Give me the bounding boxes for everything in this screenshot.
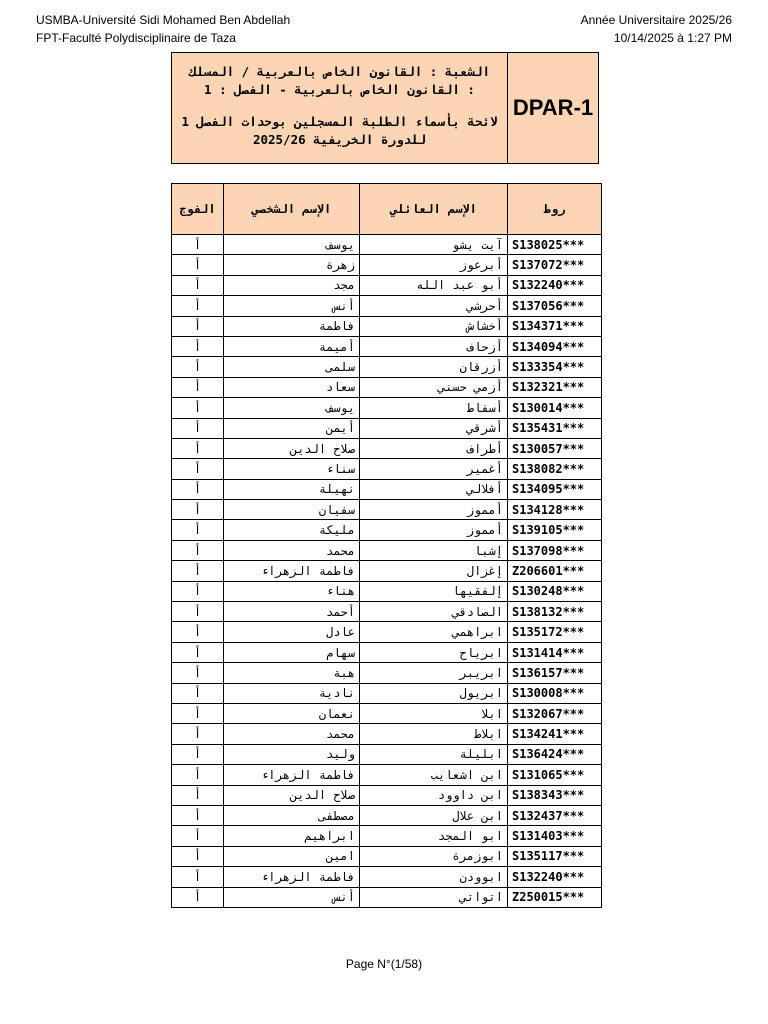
table-row xyxy=(172,500,602,520)
last-name-cell: ابن علال xyxy=(360,805,508,825)
group-cell: أ xyxy=(172,805,224,825)
first-name-cell: وليد xyxy=(224,744,360,764)
student-code-cell: S135172*** xyxy=(508,622,602,642)
student-code-cell: S130057*** xyxy=(508,438,602,458)
first-name-cell: مليكة xyxy=(224,520,360,540)
table-row xyxy=(172,520,602,540)
student-code-cell: Z250015*** xyxy=(508,887,602,907)
table-row xyxy=(172,275,602,295)
title-line-1: الشعبة : القانون الخاص بالعربية / المسلك xyxy=(188,64,491,79)
group-cell: أ xyxy=(172,520,224,540)
table-row xyxy=(172,438,602,458)
first-name-cell: سعاد xyxy=(224,377,360,397)
last-name-cell: أبرعوز xyxy=(360,255,508,275)
group-cell: أ xyxy=(172,479,224,499)
group-cell: أ xyxy=(172,581,224,601)
student-code-cell: S132240*** xyxy=(508,275,602,295)
faculty-name: FPT-Faculté Polydisciplinaire de Taza xyxy=(36,31,236,45)
table-row xyxy=(172,561,602,581)
student-code-cell: S130008*** xyxy=(508,683,602,703)
student-code-cell: S131403*** xyxy=(508,826,602,846)
first-name-cell: مجد xyxy=(224,275,360,295)
title-box xyxy=(171,52,599,164)
first-name-cell: أنس xyxy=(224,887,360,907)
student-code-cell: S134241*** xyxy=(508,724,602,744)
last-name-cell: أمموز xyxy=(360,500,508,520)
first-name-cell: أيمن xyxy=(224,418,360,438)
first-name-cell: يوسف xyxy=(224,398,360,418)
last-name-cell: ابلاط xyxy=(360,724,508,744)
table-row xyxy=(172,846,602,866)
first-name-cell: صلاح الدين xyxy=(224,785,360,805)
last-name-cell: الصادقي xyxy=(360,602,508,622)
title-line-2: : القانون الخاص بالعربية - الفصل : 1 xyxy=(204,82,475,97)
student-code-cell: S137072*** xyxy=(508,255,602,275)
student-code-cell: S138082*** xyxy=(508,459,602,479)
first-name-cell: سفيان xyxy=(224,500,360,520)
header-last-name: الإسم العائلي xyxy=(360,184,508,235)
print-timestamp: 10/14/2025 à 1:27 PM xyxy=(613,31,732,45)
table-row xyxy=(172,703,602,723)
table-row xyxy=(172,887,602,907)
table-row xyxy=(172,459,602,479)
student-code-cell: S132240*** xyxy=(508,867,602,887)
last-name-cell: أسفاط xyxy=(360,398,508,418)
student-code-cell: S134095*** xyxy=(508,479,602,499)
title-text xyxy=(172,53,508,163)
group-cell: أ xyxy=(172,438,224,458)
last-name-cell: ابليلة xyxy=(360,744,508,764)
last-name-cell: أمموز xyxy=(360,520,508,540)
table-row xyxy=(172,663,602,683)
student-code-cell: S134094*** xyxy=(508,336,602,356)
group-cell: أ xyxy=(172,642,224,662)
table-row xyxy=(172,744,602,764)
last-name-cell: ابن اشعايب xyxy=(360,765,508,785)
first-name-cell: محمد xyxy=(224,724,360,744)
header-left xyxy=(36,11,290,47)
last-name-cell: أزحاف xyxy=(360,336,508,356)
table-row xyxy=(172,479,602,499)
table-row xyxy=(172,316,602,336)
student-code-cell: S138343*** xyxy=(508,785,602,805)
student-code-cell: S136157*** xyxy=(508,663,602,683)
last-name-cell: إغزال xyxy=(360,561,508,581)
title-line-4: للدورة الخريفية 2025/26 xyxy=(252,132,427,147)
student-code-cell: S130014*** xyxy=(508,398,602,418)
table-row xyxy=(172,357,602,377)
first-name-cell: عادل xyxy=(224,622,360,642)
last-name-cell: أخشاش xyxy=(360,316,508,336)
student-code-cell: Z206601*** xyxy=(508,561,602,581)
table-row xyxy=(172,867,602,887)
last-name-cell: ابريبر xyxy=(360,663,508,683)
table-row xyxy=(172,581,602,601)
last-name-cell: أفلالي xyxy=(360,479,508,499)
group-cell: أ xyxy=(172,703,224,723)
group-cell: أ xyxy=(172,235,224,255)
header-code: روط xyxy=(508,184,602,235)
group-cell: أ xyxy=(172,377,224,397)
last-name-cell: أطراف xyxy=(360,438,508,458)
academic-year: Année Universitaire 2025/26 xyxy=(580,13,732,27)
table-row xyxy=(172,398,602,418)
last-name-cell: أحرشي xyxy=(360,296,508,316)
page-number: Page N°(1/58) xyxy=(345,957,423,971)
first-name-cell: فاطمة xyxy=(224,316,360,336)
first-name-cell: فاطمة الزهراء xyxy=(224,765,360,785)
last-name-cell: أزمي حسني xyxy=(360,377,508,397)
students-table xyxy=(171,183,602,908)
last-name-cell: ابن داوود xyxy=(360,785,508,805)
group-cell: أ xyxy=(172,602,224,622)
last-name-cell: ابرياح xyxy=(360,642,508,662)
last-name-cell: إلفقيها xyxy=(360,581,508,601)
group-cell: أ xyxy=(172,826,224,846)
last-name-cell: إشبا xyxy=(360,540,508,560)
last-name-cell: ابراهمي xyxy=(360,622,508,642)
last-name-cell: ابوودن xyxy=(360,867,508,887)
header-right xyxy=(581,11,732,47)
group-cell: أ xyxy=(172,867,224,887)
last-name-cell: ابو المجد xyxy=(360,826,508,846)
table-row xyxy=(172,255,602,275)
first-name-cell: زهرة xyxy=(224,255,360,275)
group-cell: أ xyxy=(172,255,224,275)
header-group: الفوج xyxy=(172,184,224,235)
first-name-cell: أحمد xyxy=(224,602,360,622)
student-code-cell: S131065*** xyxy=(508,765,602,785)
list-code: DPAR-1 xyxy=(512,95,594,120)
table-row xyxy=(172,235,602,255)
first-name-cell: هناء xyxy=(224,581,360,601)
last-name-cell: أشرقي xyxy=(360,418,508,438)
student-code-cell: S136424*** xyxy=(508,744,602,764)
first-name-cell: مصطفى xyxy=(224,805,360,825)
last-name-cell: أغمير xyxy=(360,459,508,479)
student-code-cell: S131414*** xyxy=(508,642,602,662)
student-code-cell: S138132*** xyxy=(508,602,602,622)
first-name-cell: فاطمة الزهراء xyxy=(224,867,360,887)
table-row xyxy=(172,418,602,438)
group-cell: أ xyxy=(172,316,224,336)
group-cell: أ xyxy=(172,663,224,683)
group-cell: أ xyxy=(172,683,224,703)
first-name-cell: هبة xyxy=(224,663,360,683)
group-cell: أ xyxy=(172,846,224,866)
table-row xyxy=(172,296,602,316)
first-name-cell: سلمى xyxy=(224,357,360,377)
first-name-cell: محمد xyxy=(224,540,360,560)
table-row xyxy=(172,765,602,785)
student-code-cell: S135117*** xyxy=(508,846,602,866)
group-cell: أ xyxy=(172,887,224,907)
group-cell: أ xyxy=(172,785,224,805)
first-name-cell: ابراهيم xyxy=(224,826,360,846)
last-name-cell: أزرقان xyxy=(360,357,508,377)
table-header-row xyxy=(172,184,602,235)
first-name-cell: أميمة xyxy=(224,336,360,356)
student-code-cell: S139105*** xyxy=(508,520,602,540)
student-code-cell: S137098*** xyxy=(508,540,602,560)
table-row xyxy=(172,805,602,825)
group-cell: أ xyxy=(172,561,224,581)
table-row xyxy=(172,724,602,744)
first-name-cell: سناء xyxy=(224,459,360,479)
table-row xyxy=(172,642,602,662)
first-name-cell: يوسف xyxy=(224,235,360,255)
table-row xyxy=(172,785,602,805)
student-code-cell: S135431*** xyxy=(508,418,602,438)
group-cell: أ xyxy=(172,418,224,438)
last-name-cell: ابلا xyxy=(360,703,508,723)
first-name-cell: امين xyxy=(224,846,360,866)
last-name-cell: ابوزمرة xyxy=(360,846,508,866)
last-name-cell: أبو عبد الله xyxy=(360,275,508,295)
header-first-name: الإسم الشخصي xyxy=(224,184,360,235)
group-cell: أ xyxy=(172,296,224,316)
student-code-cell: S138025*** xyxy=(508,235,602,255)
first-name-cell: نادية xyxy=(224,683,360,703)
student-code-cell: S134128*** xyxy=(508,500,602,520)
first-name-cell: صلاح الدين xyxy=(224,438,360,458)
group-cell: أ xyxy=(172,459,224,479)
table-row xyxy=(172,683,602,703)
group-cell: أ xyxy=(172,744,224,764)
table-row xyxy=(172,602,602,622)
first-name-cell: أنس xyxy=(224,296,360,316)
table-row xyxy=(172,336,602,356)
first-name-cell: سهام xyxy=(224,642,360,662)
last-name-cell: اتواتي xyxy=(360,887,508,907)
university-name: USMBA-Université Sidi Mohamed Ben Abdellah xyxy=(36,13,291,27)
table-row xyxy=(172,622,602,642)
group-cell: أ xyxy=(172,765,224,785)
title-line-3: لائحة بأسماء الطلبة المسجلين بوحدات الفصل 1 xyxy=(181,114,498,129)
table-row xyxy=(172,540,602,560)
table-row xyxy=(172,377,602,397)
table-row xyxy=(172,826,602,846)
student-code-cell: S132321*** xyxy=(508,377,602,397)
group-cell: أ xyxy=(172,275,224,295)
student-code-cell: S134371*** xyxy=(508,316,602,336)
student-code-cell: S130248*** xyxy=(508,581,602,601)
group-cell: أ xyxy=(172,724,224,744)
first-name-cell: نهيلة xyxy=(224,479,360,499)
group-cell: أ xyxy=(172,336,224,356)
last-name-cell: ابريول xyxy=(360,683,508,703)
last-name-cell: آيت يشو xyxy=(360,235,508,255)
first-name-cell: نعمان xyxy=(224,703,360,723)
student-code-cell: S137056*** xyxy=(508,296,602,316)
group-cell: أ xyxy=(172,622,224,642)
student-code-cell: S133354*** xyxy=(508,357,602,377)
group-cell: أ xyxy=(172,540,224,560)
student-code-cell: S132437*** xyxy=(508,805,602,825)
group-cell: أ xyxy=(172,500,224,520)
group-cell: أ xyxy=(172,357,224,377)
group-cell: أ xyxy=(172,398,224,418)
first-name-cell: فاطمة الزهراء xyxy=(224,561,360,581)
student-code-cell: S132067*** xyxy=(508,703,602,723)
